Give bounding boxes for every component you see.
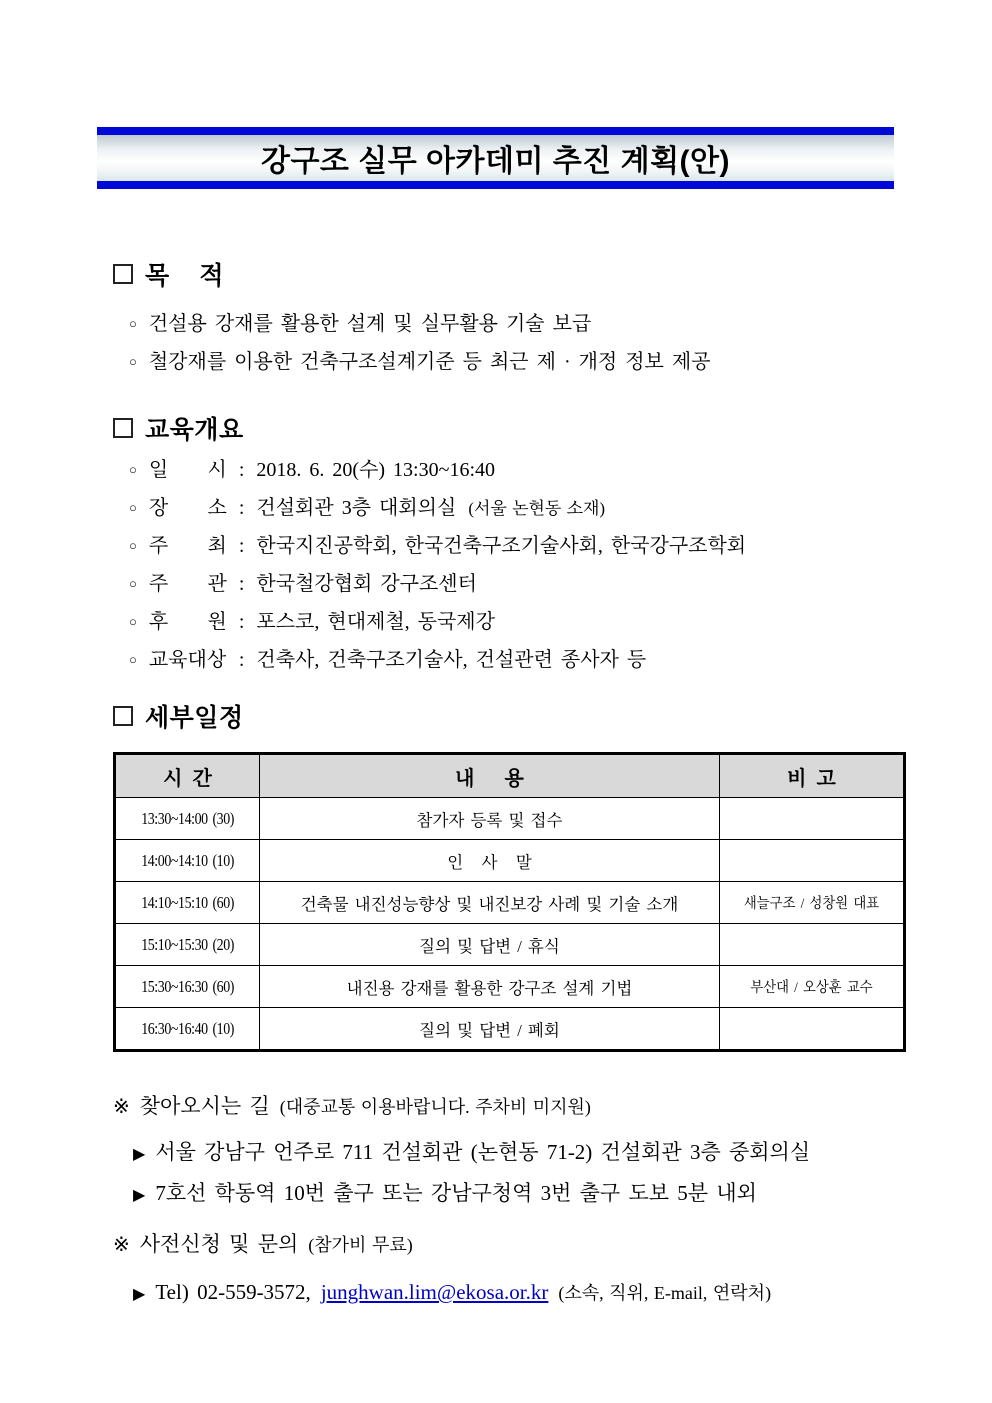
table-row [115, 966, 905, 1008]
overview-item-value: 건축사, 건축구조기술사, 건설관련 종사자 등 [256, 649, 647, 671]
remark-cell [720, 1008, 905, 1051]
direction-item [133, 1133, 932, 1174]
banner-body [97, 135, 894, 181]
circle-bullet-icon: ○ [129, 614, 137, 629]
registration-heading [113, 1228, 932, 1261]
content-cell: 참가자 등록 및 접수 [260, 798, 720, 840]
purpose-heading [113, 258, 932, 290]
overview-item-label: 주 관 [148, 573, 227, 595]
table-row [115, 924, 905, 966]
directions-heading-label: 찾아오시는 길 [139, 1094, 270, 1118]
content-cell: 질의 및 답변 / 휴식 [260, 924, 720, 966]
overview-item [129, 452, 932, 490]
purpose-item-text: 철강재를 이용한 건축구조설계기준 등 최근 제 · 개정 정보 제공 [148, 351, 711, 373]
registration-note: (참가비 무료) [308, 1235, 413, 1255]
circle-bullet-icon: ○ [129, 462, 137, 477]
overview-item [129, 604, 932, 642]
circle-bullet-icon: ○ [129, 316, 137, 331]
section-directions [113, 1090, 932, 1215]
overview-item-label: 후 원 [148, 611, 227, 633]
overview-item [129, 642, 932, 680]
overview-item-label: 주 최 [148, 535, 227, 557]
time-cell [115, 966, 260, 1008]
purpose-item [129, 344, 932, 382]
col-header-remark: 비 고 [720, 754, 905, 798]
label-separator: : [238, 535, 245, 557]
circle-bullet-icon: ○ [129, 354, 137, 369]
reference-mark-icon: ※ [113, 1234, 130, 1256]
circle-bullet-icon: ○ [129, 576, 137, 591]
table-header-row [115, 754, 905, 798]
page-title: 강구조 실무 아카데미 추진 계획(안) [260, 145, 731, 178]
content-cell: 질의 및 답변 / 폐회 [260, 1008, 720, 1051]
overview-item-value: 한국철강협회 강구조센터 [256, 573, 477, 595]
directions-items [133, 1133, 932, 1215]
overview-item-note: (서울 논현동 소재) [468, 499, 606, 518]
overview-heading [113, 412, 932, 444]
label-separator: : [238, 497, 245, 519]
banner-top-bar [97, 127, 894, 135]
label-separator: : [238, 649, 245, 671]
overview-item [129, 566, 932, 604]
time-text: 13:30~14:00 (30) [141, 808, 234, 828]
overview-item-value: 2018. 6. 20(수) 13:30~16:40 [256, 459, 495, 481]
purpose-item-text: 건설용 강재를 활용한 설계 및 실무활용 기술 보급 [148, 313, 592, 335]
triangle-bullet-icon: ▶ [133, 1187, 146, 1204]
reference-mark-icon: ※ [113, 1096, 130, 1118]
purpose-items [129, 306, 932, 382]
content-cell: 내진용 강재를 활용한 강구조 설계 기법 [260, 966, 720, 1008]
time-cell [115, 882, 260, 924]
content-cell: 건축물 내진성능향상 및 내진보강 사례 및 기술 소개 [260, 882, 720, 924]
section-square-icon [113, 706, 133, 726]
remark-cell [720, 924, 905, 966]
label-separator: : [238, 611, 245, 633]
contact-line [133, 1275, 932, 1312]
col-header-content: 내 용 [260, 754, 720, 798]
triangle-bullet-icon: ▶ [133, 1146, 146, 1163]
schedule-heading-label: 세부일정 [145, 704, 244, 732]
col-header-time: 시 간 [115, 754, 260, 798]
table-row [115, 798, 905, 840]
title-banner [97, 127, 894, 189]
time-cell [115, 840, 260, 882]
table-row [115, 1008, 905, 1051]
remark-text: 새늘구조 / 성창원 대표 [743, 896, 880, 912]
time-cell [115, 924, 260, 966]
content-cell: 인 사 말 [260, 840, 720, 882]
overview-item-label: 교육대상 [148, 649, 227, 671]
directions-heading [113, 1090, 932, 1123]
purpose-item [129, 306, 932, 344]
direction-item [133, 1174, 932, 1215]
overview-heading-label: 교육개요 [145, 416, 244, 444]
time-text: 14:00~14:10 (10) [141, 850, 234, 870]
registration-heading-label: 사전신청 및 문의 [139, 1232, 299, 1256]
time-text: 15:30~16:30 (60) [141, 976, 234, 996]
section-square-icon [113, 418, 133, 438]
schedule-heading [113, 700, 932, 732]
circle-bullet-icon: ○ [129, 500, 137, 515]
time-text: 14:10~15:10 (60) [141, 892, 234, 912]
time-text: 16:30~16:40 (10) [141, 1018, 234, 1038]
remark-text: 부산대 / 오상훈 교수 [750, 980, 873, 996]
tel-text: Tel) 02-559-3572, [155, 1280, 311, 1304]
overview-item [129, 490, 932, 528]
overview-item-value: 포스코, 현대제철, 동국제강 [256, 611, 495, 633]
section-purpose [113, 258, 932, 382]
email-link[interactable]: junghwan.lim@ekosa.or.kr [320, 1280, 549, 1304]
section-overview [113, 412, 932, 680]
label-separator: : [238, 459, 245, 481]
time-cell [115, 798, 260, 840]
overview-items [129, 452, 932, 680]
section-square-icon [113, 264, 133, 284]
banner-bottom-bar [97, 181, 894, 189]
remark-cell [720, 882, 905, 924]
remark-cell [720, 840, 905, 882]
circle-bullet-icon: ○ [129, 652, 137, 667]
schedule-table [113, 752, 906, 1052]
section-registration [113, 1228, 932, 1312]
overview-item-value: 건설회관 3층 대회의실 [256, 497, 457, 519]
section-schedule [113, 700, 932, 1052]
table-row [115, 882, 905, 924]
direction-item-text: 서울 강남구 언주로 711 건설회관 (논현동 71-2) 건설회관 3층 중회의실 [155, 1140, 811, 1164]
table-row [115, 840, 905, 882]
contact-suffix-note: (소속, 직위, E-mail, 연락처) [558, 1283, 772, 1303]
remark-cell [720, 798, 905, 840]
label-separator: : [238, 573, 245, 595]
direction-item-text: 7호선 학동역 10번 출구 또는 강남구청역 3번 출구 도보 5분 내외 [155, 1181, 757, 1205]
circle-bullet-icon: ○ [129, 538, 137, 553]
time-text: 15:10~15:30 (20) [141, 934, 234, 954]
triangle-bullet-icon: ▶ [133, 1286, 146, 1303]
overview-item-label: 장 소 [148, 497, 227, 519]
overview-item-value: 한국지진공학회, 한국건축구조기술사회, 한국강구조학회 [256, 535, 747, 557]
purpose-heading-label: 목 적 [145, 262, 225, 290]
remark-cell [720, 966, 905, 1008]
overview-item [129, 528, 932, 566]
directions-note: (대중교통 이용바랍니다. 주차비 미지원) [279, 1097, 591, 1117]
overview-item-label: 일 시 [148, 459, 227, 481]
time-cell [115, 1008, 260, 1051]
